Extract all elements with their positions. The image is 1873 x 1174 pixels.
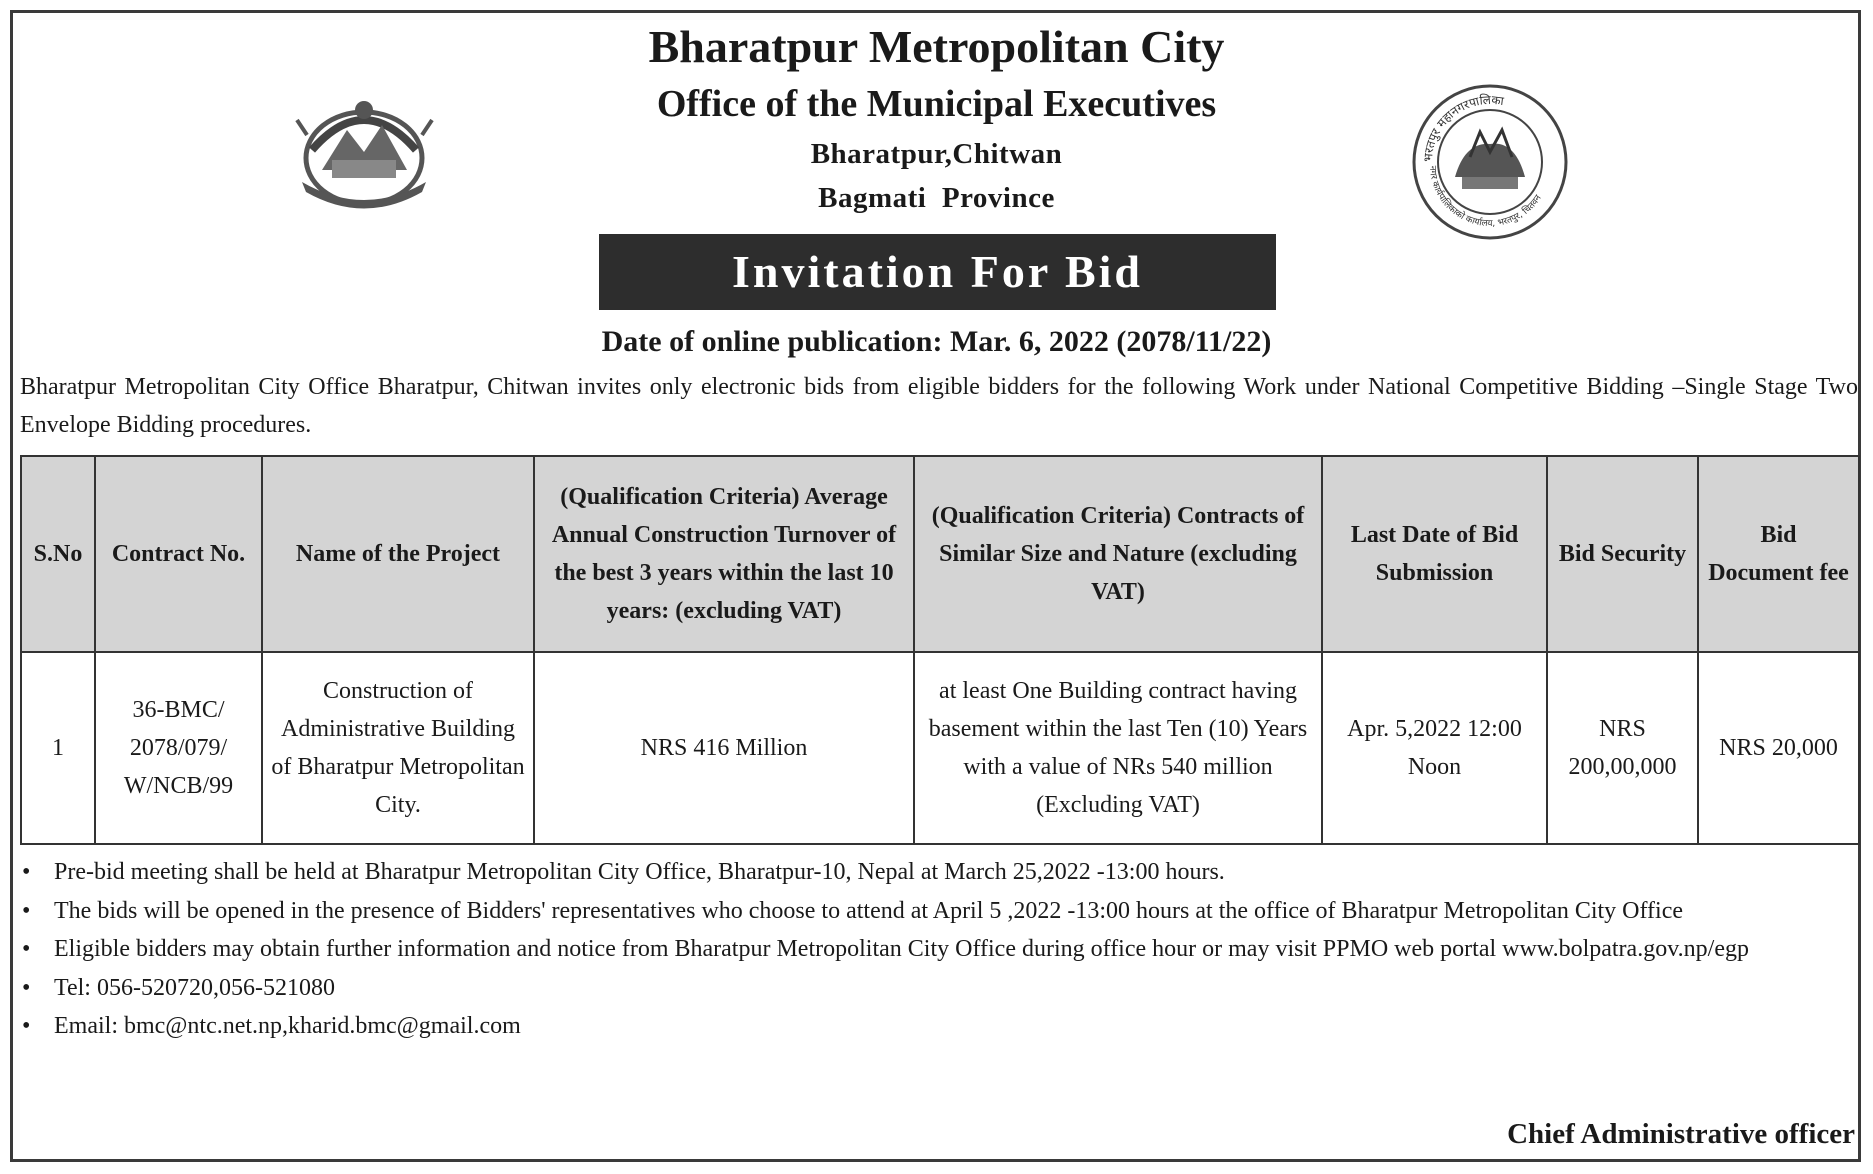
cell-bid-security: NRS 200,00,000: [1547, 652, 1698, 844]
location-line: Bharatpur,Chitwan: [810, 138, 1063, 170]
notes-list: [22, 853, 1858, 1046]
signer-title: Chief Administrative officer: [1507, 1118, 1855, 1150]
list-item: • Tel: 056-520720,056-521080: [22, 969, 1858, 1008]
office-title: Office of the Municipal Executives: [656, 83, 1217, 125]
bid-table: [20, 455, 1860, 845]
cell-sno: 1: [21, 652, 95, 844]
cell-turnover: NRS 416 Million: [534, 652, 914, 844]
list-item: • The bids will be opened in the presence of Bidders' representatives who choose to attend at April 5 ,2022 -13:00 hours at the office of Bharatpur Metropolitan City Office: [22, 892, 1858, 931]
cell-last-date: Apr. 5,2022 12:00 Noon: [1322, 652, 1547, 844]
list-item: • Eligible bidders may obtain further information and notice from Bharatpur Metropolitan City Office during office hour or may visit PPMO web portal www.bolpatra.gov.np/egp: [22, 930, 1858, 969]
list-item: • Email: bmc@ntc.net.np,kharid.bmc@gmail.com: [22, 1007, 1858, 1046]
header-similar-contracts: (Qualification Criteria) Contracts of Similar Size and Nature (excluding VAT): [914, 456, 1322, 652]
invitation-banner: Invitation For Bid: [599, 234, 1276, 310]
header-contract-no: Contract No.: [95, 456, 262, 652]
header-doc-fee: Bid Document fee: [1698, 456, 1859, 652]
header-last-date: Last Date of Bid Submission: [1322, 456, 1547, 652]
header-project: Name of the Project: [262, 456, 534, 652]
publication-date: Date of online publication: Mar. 6, 2022 (2078/11/22): [601, 325, 1272, 358]
table-row: [21, 652, 1859, 844]
org-title: Bharatpur Metropolitan City: [648, 21, 1225, 72]
table-header-row: [21, 456, 1859, 652]
cell-doc-fee: NRS 20,000: [1698, 652, 1859, 844]
list-item: • Pre-bid meeting shall be held at Bharatpur Metropolitan City Office, Bharatpur-10, Nepal at March 25,2022 -13:00 hours.: [22, 853, 1858, 892]
cell-similar-contracts: at least One Building contract having basement within the last Ten (10) Years with a value of NRs 540 million (Excluding VAT): [914, 652, 1322, 844]
seal-text: भरतपुर महानगरपालिका: [1420, 92, 1505, 163]
cell-project: Construction of Administrative Building of Bharatpur Metropolitan City.: [262, 652, 534, 844]
province-line: Bagmati Province: [818, 182, 1055, 214]
header-sno: S.No: [21, 456, 95, 652]
intro-paragraph: Bharatpur Metropolitan City Office Bharatpur, Chitwan invites only electronic bids from eligible bidders for the following Work under National Competitive Bidding –Single Stage Two Envelope Bidding procedures.: [20, 374, 1858, 438]
header-bid-security: Bid Security: [1547, 456, 1698, 652]
seal-bottom-text: नगर कार्यपालिकाको कार्यालय, भरतपुर, चितवन: [1426, 165, 1544, 230]
cell-contract-no: 36-BMC/ 2078/079/ W/NCB/99: [95, 652, 262, 844]
header-turnover: (Qualification Criteria) Average Annual Construction Turnover of the best 3 years within the last 10 years: (excluding VAT): [534, 456, 914, 652]
